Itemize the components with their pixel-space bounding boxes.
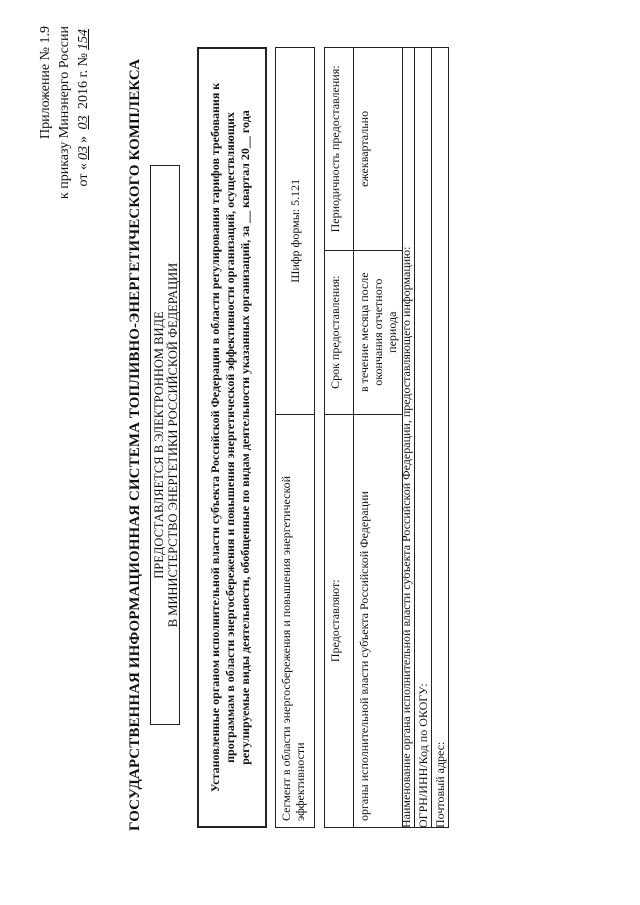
subject-line-3: регулируемые виды деятельности, обобщенные по видам деятельности указанных организаций, за __ квартал 20__ года bbox=[238, 110, 252, 765]
provider-value: органы исполнительной власти субъекта Российской Федерации bbox=[354, 414, 403, 827]
deadline-header: Срок предоставления: bbox=[325, 250, 354, 414]
segment-table bbox=[275, 47, 315, 828]
ogrn-label: ОГРН/ИНН/Код по ОКОГУ: bbox=[416, 683, 430, 828]
report-subject-box bbox=[197, 47, 267, 828]
fields-right-border bbox=[399, 47, 449, 48]
submission-box bbox=[150, 165, 180, 725]
submission-line-1: ПРЕДОСТАВЛЯЕТСЯ В ЭЛЕКТРОННОМ ВИДЕ bbox=[152, 311, 166, 579]
org-name-field bbox=[399, 47, 415, 828]
date-prefix: от « bbox=[76, 163, 91, 187]
address-field bbox=[433, 47, 449, 828]
segment-row bbox=[276, 48, 315, 828]
ogrn-field bbox=[416, 47, 432, 828]
submission-line-2: В МИНИСТЕРСТВО ЭНЕРГЕТИКИ РОССИЙСКОЙ ФЕДЕРАЦИИ bbox=[166, 262, 180, 628]
document-title: ГОСУДАРСТВЕННАЯ ИНФОРМАЦИОННАЯ СИСТЕМА ТОПЛИВНО-ЭНЕРГЕТИЧЕСКОГО КОМПЛЕКСА bbox=[127, 58, 143, 832]
subject-line-1: Установленные органом исполнительной власти субъекта Российской Федерации в области регулирования тарифов требования к bbox=[208, 82, 222, 793]
frequency-header: Периодичность предоставления: bbox=[325, 48, 354, 251]
provision-value-row bbox=[354, 48, 403, 828]
provision-table bbox=[324, 47, 403, 828]
appendix-order-ref: к приказу Минэнерго России bbox=[57, 26, 72, 200]
appendix-header bbox=[36, 26, 93, 199]
date-year: 2016 г. № bbox=[76, 53, 91, 110]
appendix-number: Приложение № 1.9 bbox=[38, 26, 53, 139]
provision-header-row bbox=[325, 48, 354, 828]
segment-label: Сегмент в области энергосбережения и повышения энергетической эффективности bbox=[276, 414, 315, 827]
frequency-value: ежеквартально bbox=[354, 48, 403, 251]
appendix-date bbox=[74, 26, 93, 199]
subject-line-2: программам в области энергосбережения и повышения энергетической эффективности организаций, осуществляющих bbox=[223, 112, 237, 763]
form-code: Шифр формы: 5.121 bbox=[276, 48, 315, 415]
deadline-value: в течение месяца после окончания отчетного периода bbox=[354, 250, 403, 414]
address-label: Почтовый адрес: bbox=[433, 741, 447, 828]
date-month: 03 bbox=[76, 115, 91, 130]
date-day: 03 bbox=[76, 146, 91, 161]
order-number: 154 bbox=[76, 29, 91, 50]
org-name-label: Наименование органа исполнительной власти субъекта Российской Федерации, предоставляющего информацию: bbox=[399, 246, 413, 828]
fields-left-border bbox=[399, 827, 449, 828]
provider-header: Предоставляют: bbox=[325, 414, 354, 827]
date-mid: » bbox=[76, 132, 91, 144]
